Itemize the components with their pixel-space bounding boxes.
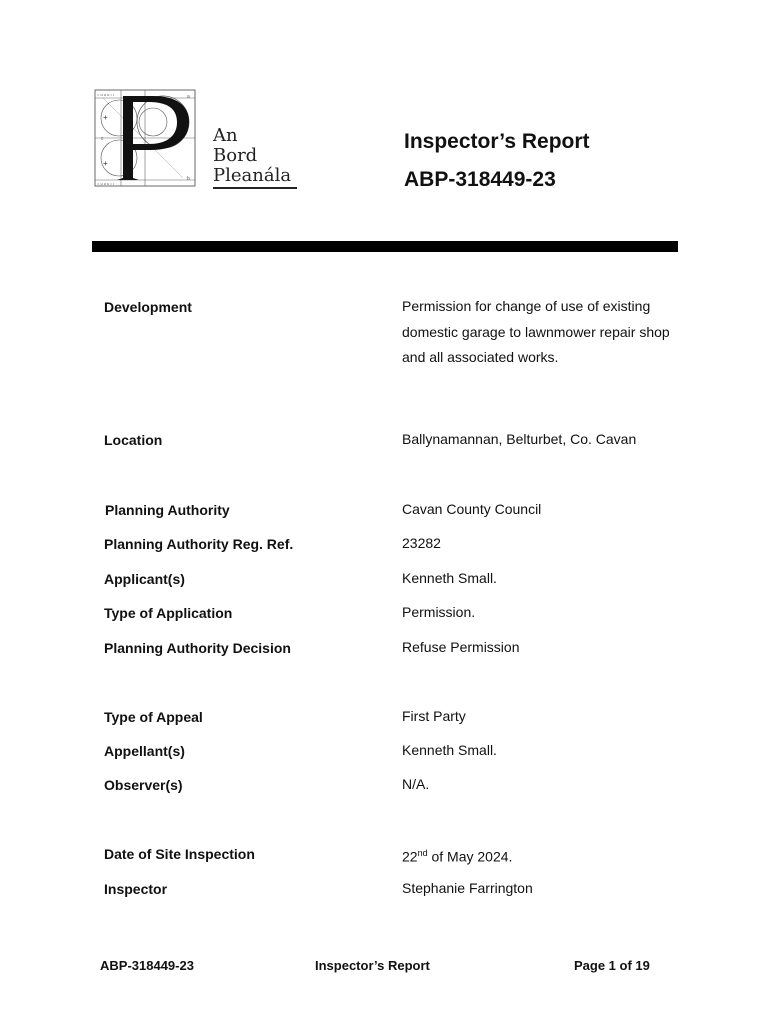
logo-wordmark [213, 126, 291, 186]
footer-page-number: Page 1 of 19 [574, 958, 650, 973]
field-value: Kenneth Small. [402, 742, 497, 758]
date-ordinal-suffix: nd [417, 848, 428, 858]
field-label: Type of Application [104, 605, 233, 621]
field-label: Planning Authority [105, 502, 230, 518]
field-value: Cavan County Council [402, 501, 542, 517]
field-label: Planning Authority Reg. Ref. [104, 536, 294, 552]
report-reference: ABP-318449-23 [404, 168, 556, 191]
field-label: Planning Authority Decision [104, 640, 291, 656]
svg-text:+: + [103, 159, 108, 168]
svg-text:c: c [101, 136, 104, 142]
field-value: First Party [402, 708, 466, 724]
field-label: Location [104, 432, 163, 448]
p-monogram-icon [93, 88, 205, 192]
date-rest: of May 2024. [427, 848, 513, 865]
logo-line-2: Bord [213, 145, 258, 166]
footer-reference: ABP-318449-23 [100, 958, 194, 973]
field-value: Permission. [402, 604, 476, 620]
field-label: Development [104, 299, 192, 315]
report-title: Inspector’s Report [404, 130, 590, 153]
field-value: N/A. [402, 776, 430, 792]
field-value [402, 841, 672, 870]
field-value: Ballynamannan, Belturbet, Co. Cavan [402, 431, 637, 447]
field-value: Refuse Permission [402, 639, 520, 655]
footer-title: Inspector’s Report [315, 958, 430, 973]
field-label: Applicant(s) [104, 571, 185, 587]
logo-line-3: Pleanála [213, 165, 292, 186]
field-value: Permission for change of use of existing domestic garage to lawnmower repair shop and all associated works. [402, 298, 670, 365]
an-bord-pleanala-logo [93, 88, 303, 192]
field-label: Inspector [104, 881, 168, 897]
field-value: Kenneth Small. [402, 570, 497, 586]
svg-text:= u u u ı ı: = u u u ı ı [97, 181, 114, 186]
logo-underline [213, 187, 297, 189]
field-label: Appellant(s) [104, 743, 185, 759]
field-label: Observer(s) [104, 777, 183, 793]
field-value: 23282 [402, 535, 441, 551]
field-label: Type of Appeal [104, 709, 203, 725]
logo-line-1: An [213, 125, 238, 146]
svg-text:= u u u ı ı: = u u u ı ı [97, 92, 114, 97]
svg-text:+: + [103, 113, 108, 122]
svg-text:a: a [187, 94, 190, 100]
date-day: 22 [402, 848, 418, 865]
header-divider [92, 241, 678, 252]
field-label: Date of Site Inspection [104, 846, 255, 862]
field-value: Stephanie Farrington [402, 880, 533, 896]
svg-text:b: b [187, 176, 190, 182]
